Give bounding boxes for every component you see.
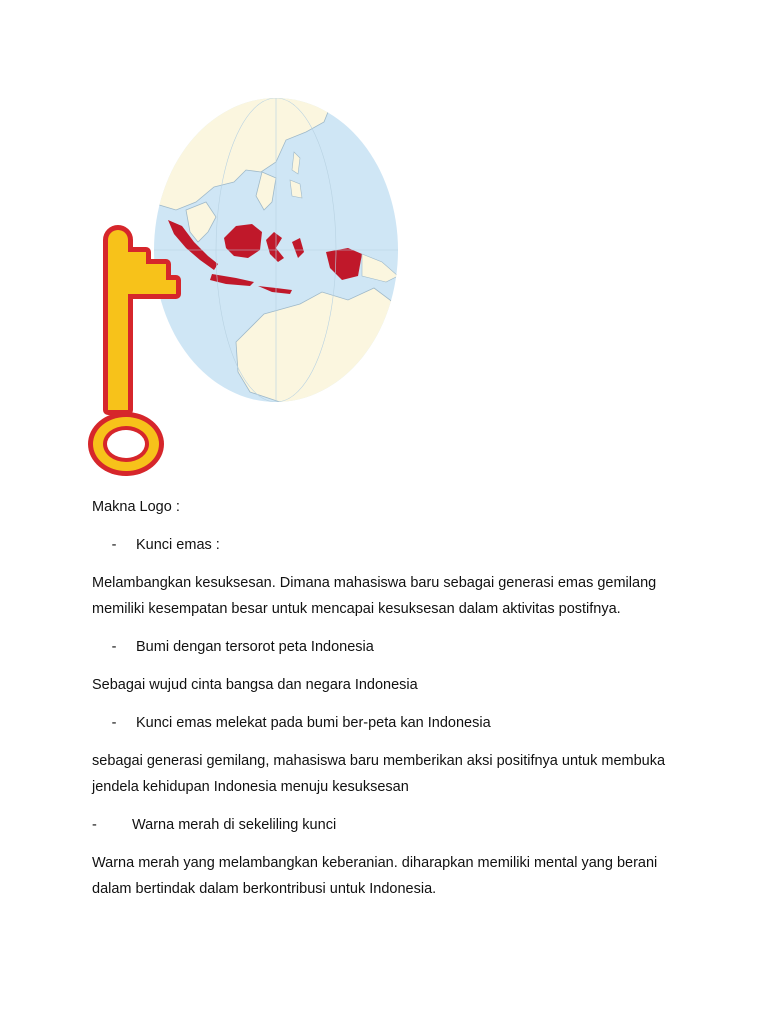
item-title: Bumi dengan tersorot peta Indonesia — [136, 639, 374, 655]
logo-graphic — [86, 92, 402, 482]
list-item — [92, 812, 692, 838]
section-heading: Makna Logo : — [92, 499, 180, 515]
item-description: sebagai generasi gemilang, mahasiswa baru memberikan aksi positifnya untuk membuka jendela kehidupan Indonesia menuju kesuksesan — [92, 753, 666, 795]
item-title: Kunci emas : — [136, 537, 220, 553]
list-item — [92, 634, 692, 660]
bullet-dash: - — [111, 537, 117, 553]
list-item — [92, 710, 692, 736]
key-globe-logo — [86, 92, 402, 482]
bullet-dash: - — [92, 817, 97, 833]
bullet-dash: - — [111, 715, 117, 731]
item-description: Sebagai wujud cinta bangsa dan negara Indonesia — [92, 677, 418, 693]
item-description: Warna merah yang melambangkan keberanian. diharapkan memiliki mental yang berani dalam bertindak dalam berkontribusi untuk Indonesia. — [92, 855, 658, 897]
logo-meaning-text — [92, 494, 692, 914]
item-title: Warna merah di sekeliling kunci — [132, 817, 337, 833]
list-item — [92, 532, 692, 558]
gold-key-icon — [88, 230, 176, 476]
item-description: Melambangkan kesuksesan. Dimana mahasiswa baru sebagai generasi emas gemilang memiliki kesempatan besar untuk mencapai kesuksesan dalam aktivitas postifnya. — [92, 575, 657, 617]
bullet-dash: - — [111, 639, 117, 655]
item-title: Kunci emas melekat pada bumi ber-peta kan Indonesia — [136, 715, 491, 731]
